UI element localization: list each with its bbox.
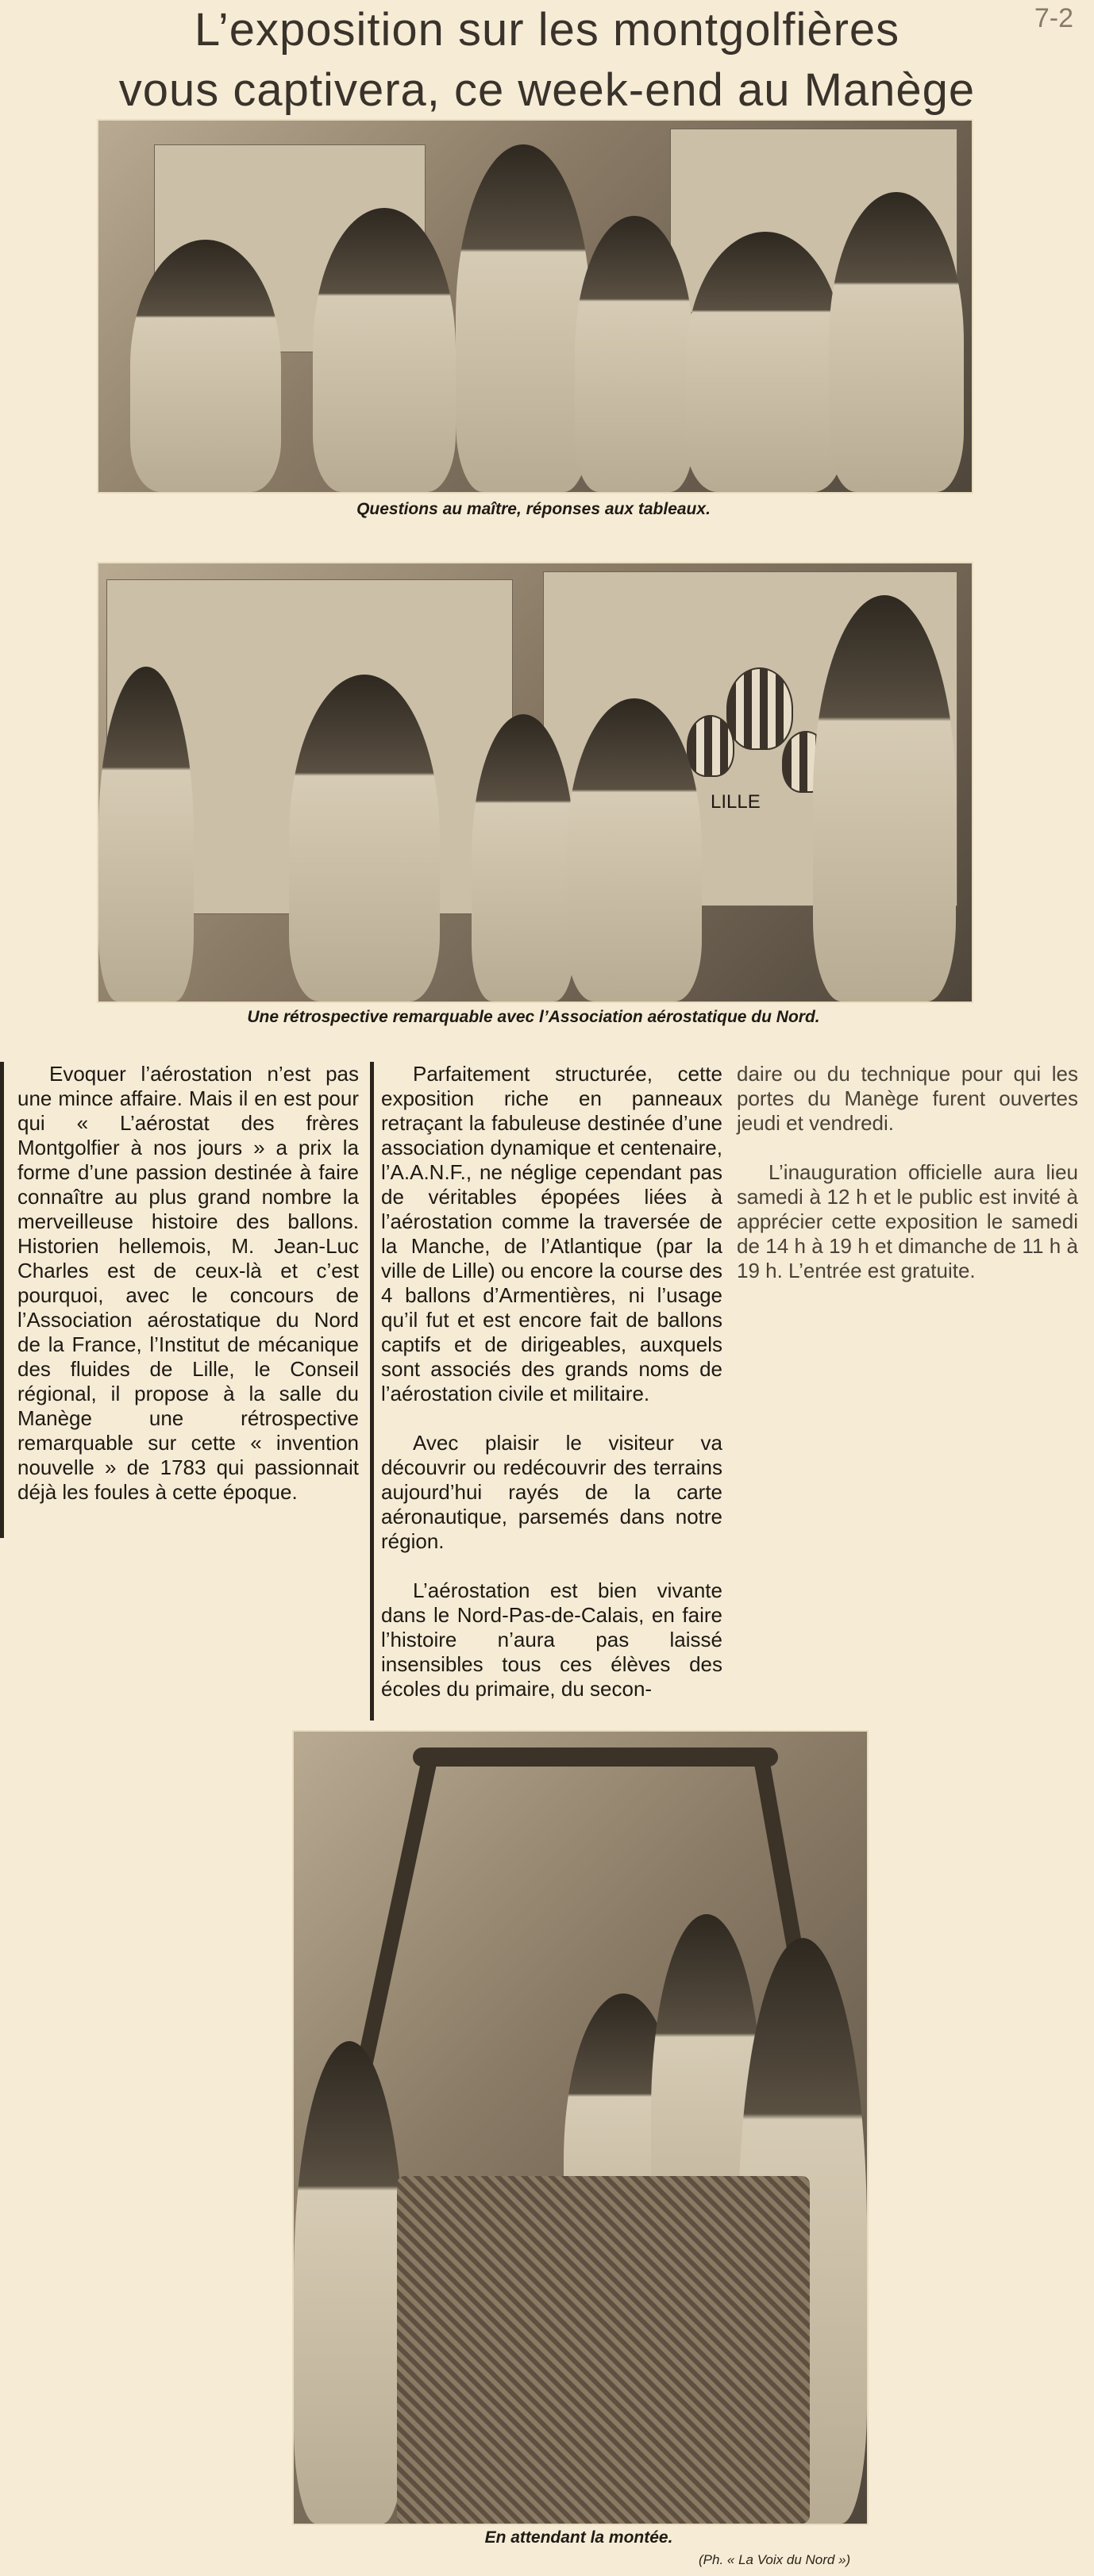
photo-caption-3: En attendant la montée. bbox=[484, 2528, 673, 2547]
article-paragraph: Parfaitement structurée, cette exposition riche en panneaux retraçant la fabuleuse destinée d’une association dynamique et centenaire, l’A.A.N.F., ne néglige cependant pas de véritables épopées liées à l’aérostation comme la traversée de la Manche, de l’Atlantique (par la ville de Lille) ou encore la course des 4 ballons d’Armentières, ni l’usage qu’il fut et est encore fait de ballons captifs et de dirigeables, auxquels sont associés des grands noms de l’aérostation civile et militaire. bbox=[381, 1062, 722, 1405]
balloon-illustration bbox=[687, 715, 734, 777]
student-figure bbox=[130, 240, 281, 492]
photo-credit: (Ph. « La Voix du Nord ») bbox=[699, 2552, 851, 2567]
column-rule bbox=[0, 1062, 4, 1538]
photo-caption-1: Questions au maître, réponses aux tableaux. bbox=[356, 500, 711, 518]
student-figure bbox=[575, 216, 694, 492]
article-column-1 bbox=[17, 1062, 359, 1505]
column-rule bbox=[370, 1062, 374, 1721]
headline bbox=[0, 0, 1094, 121]
article-column-3 bbox=[737, 1062, 1078, 1283]
headline-line-1: L’exposition sur les montgolfières bbox=[194, 4, 900, 56]
adult-figure bbox=[813, 595, 956, 1002]
student-figure bbox=[472, 714, 575, 1002]
teacher-figure bbox=[456, 144, 591, 492]
student-figure bbox=[294, 2041, 405, 2524]
student-figure bbox=[98, 667, 194, 1002]
wicker-basket bbox=[397, 2176, 810, 2524]
article-paragraph: L’inauguration officielle aura lieu samedi à 12 h et le public est invité à apprécier cette exposition le samedi de 14 h à 19 h et dimanche de 11 h à 19 h. L’entrée est gratuite. bbox=[737, 1160, 1078, 1282]
student-figure bbox=[289, 675, 440, 1002]
article-paragraph: daire ou du technique pour qui les portes du Manège furent ouvertes jeudi et vendredi. bbox=[737, 1062, 1078, 1135]
burner-frame bbox=[413, 1747, 778, 1767]
article-paragraph: L’aérostation est bien vivante dans le Nord-Pas-de-Calais, en faire l’histoire n’aura pas laissé insensibles tous ces élèves des écoles du primaire, du secon- bbox=[381, 1578, 722, 1701]
photo-balloon-basket bbox=[292, 1730, 869, 2525]
balloon-illustration bbox=[726, 667, 793, 750]
sign-lille: LILLE bbox=[711, 791, 761, 813]
photo-caption-2: Une rétrospective remarquable avec l’Association aérostatique du Nord. bbox=[247, 1008, 820, 1026]
article-column-2 bbox=[381, 1062, 722, 1701]
photo-exhibition-retrospective bbox=[97, 562, 973, 1003]
headline-line-2: vous captivera, ce week-end au Manège bbox=[118, 64, 976, 116]
student-figure bbox=[313, 208, 456, 492]
student-figure bbox=[686, 232, 845, 492]
article-paragraph: Evoquer l’aérostation n’est pas une mince affaire. Mais il en est pour qui « L’aérostat des frères Montgolfier à nos jours » a prix la forme d’une passion destinée à faire connaître au plus grand nombre la merveilleuse histoire des ballons. Historien hellemois, M. Jean-Luc Charles est de ceux-là et c’est pourquoi, avec le concours de l’Association aérostatique du Nord de la France, l’Institut de mécanique des fluides de Lille, le Conseil régional, il propose à la salle du Manège une rétrospective remarquable sur cette « invention nouvelle » de 1783 qui passionnait déjà les foules à cette époque. bbox=[17, 1062, 359, 1504]
article-paragraph: Avec plaisir le visiteur va découvrir ou redécouvrir des terrains aujourd’hui rayés de la carte aéronautique, parsemés dans notre région. bbox=[381, 1431, 722, 1553]
student-figure bbox=[567, 698, 702, 1002]
photo-students-questions bbox=[97, 119, 973, 494]
page-number-mark: 7-2 bbox=[1034, 3, 1073, 33]
student-figure bbox=[829, 192, 964, 492]
